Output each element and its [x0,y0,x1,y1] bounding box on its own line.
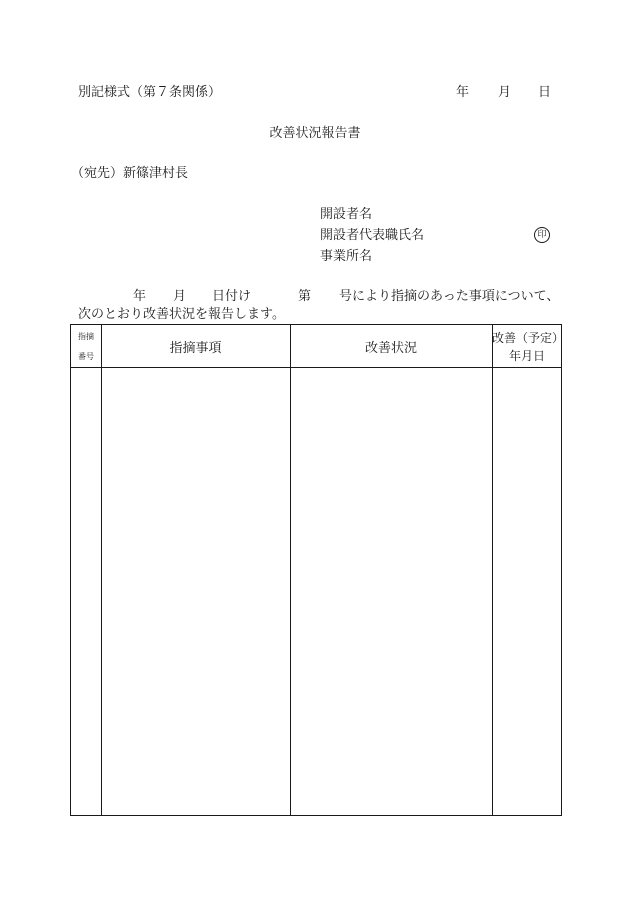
column-divider [290,325,291,815]
sender-name-label: 開設者名 [320,207,373,222]
date-year-label: 年 [456,85,470,100]
intro-year: 年 [133,289,147,304]
intro-number-prefix: 第 [298,289,312,304]
addressee: （宛先）新篠津村長 [71,166,189,181]
header-item-number: 指摘 [78,332,94,341]
header-status: 改善状況 [364,341,417,356]
intro-text: 号により指摘のあった事項について、 [339,289,560,304]
date-day-label: 日 [538,85,552,100]
sender-office-label: 事業所名 [320,249,373,264]
column-divider [101,325,102,815]
header-improvement-date: 改善（予定） [492,331,565,345]
sender-representative-label: 開設者代表職氏名 [320,228,425,243]
header-item-number: 番号 [78,352,94,361]
header-divider [71,367,561,368]
document-title: 改善状況報告書 [269,126,361,141]
column-divider [492,325,493,815]
intro-text-line2: 次のとおり改善状況を報告します。 [78,307,285,322]
intro-month: 月 [173,289,187,304]
form-reference: 別記様式（第７条関係） [78,85,222,100]
intro-dated: 日付け [212,289,252,304]
report-table [70,324,565,816]
seal-mark: 印 [534,227,550,243]
header-items: 指摘事項 [169,341,222,356]
header-improvement-date: 年月日 [508,349,545,363]
date-month-label: 月 [498,85,512,100]
